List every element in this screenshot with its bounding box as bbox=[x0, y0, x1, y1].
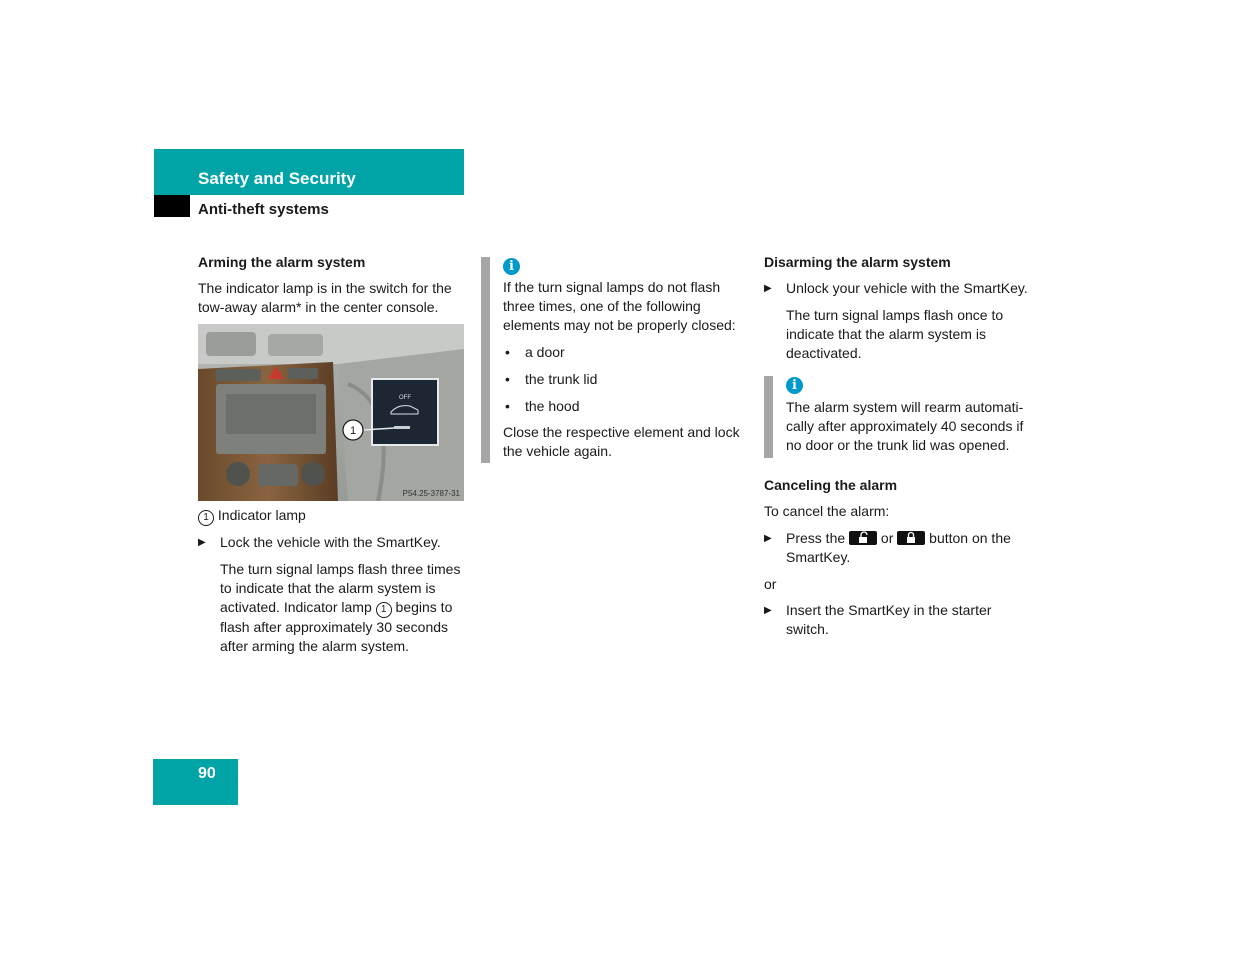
heading-disarming: Disarming the alarm system bbox=[764, 254, 951, 270]
right-info bbox=[786, 375, 1031, 455]
page-number: 90 bbox=[198, 765, 216, 782]
list-item: • the hood bbox=[505, 398, 580, 414]
arming-result-number: 1 bbox=[376, 602, 392, 618]
console-illustration bbox=[198, 324, 464, 501]
info-middle-text: If the turn signal lamps do not flash three times, one of the following elements may not be properly closed: bbox=[503, 279, 736, 333]
subsection-title: Anti-theft systems bbox=[198, 201, 329, 218]
list-item-text: the hood bbox=[525, 398, 580, 414]
legend-text: Indicator lamp bbox=[217, 507, 306, 523]
step-unlock bbox=[764, 279, 1034, 298]
step-press-text-a: Press the bbox=[786, 530, 846, 546]
legend-number: 1 bbox=[198, 510, 214, 526]
info-bar-right bbox=[764, 376, 773, 458]
right-column-lower bbox=[764, 476, 1034, 639]
step-press bbox=[764, 529, 1034, 567]
step-insert-text: Insert the SmartKey in the starter switch. bbox=[786, 602, 992, 637]
list-item-text: a door bbox=[525, 344, 565, 360]
image-code: P54.25-3787-31 bbox=[402, 489, 460, 498]
right-column bbox=[764, 253, 1034, 363]
bullet-triangle-icon: ▶ bbox=[764, 533, 772, 544]
unlock-button-icon bbox=[849, 531, 877, 545]
step-press-text-b: button on the SmartKey. bbox=[786, 530, 1011, 565]
left-column bbox=[198, 253, 464, 317]
arming-result-text-a: The turn signal lamps flash three times to indicate that the alarm system is activated. Indicator lamp bbox=[220, 561, 461, 615]
step-press-or: or bbox=[880, 530, 894, 546]
left-column-lower bbox=[198, 506, 468, 656]
cancel-intro: To cancel the alarm: bbox=[764, 503, 890, 519]
console-image bbox=[198, 324, 464, 501]
list-item-text: the trunk lid bbox=[525, 371, 598, 387]
info-icon: i bbox=[786, 377, 803, 394]
or-separator: or bbox=[764, 576, 777, 592]
switch-off-label: OFF bbox=[399, 395, 411, 401]
arming-result bbox=[198, 560, 468, 656]
step-unlock-text: Unlock your vehicle with the SmartKey. bbox=[786, 280, 1028, 296]
step-lock-text: Lock the vehicle with the SmartKey. bbox=[220, 534, 441, 550]
bullet-triangle-icon: ▶ bbox=[764, 605, 772, 616]
image-callout-1: 1 bbox=[349, 425, 357, 437]
middle-column bbox=[503, 256, 748, 461]
list-item: • a door bbox=[505, 344, 565, 360]
bullet-triangle-icon: ▶ bbox=[198, 537, 206, 548]
bullet-triangle-icon: ▶ bbox=[764, 283, 772, 294]
info-middle-closing: Close the respective element and lock the vehicle again. bbox=[503, 424, 740, 459]
list-item: • the trunk lid bbox=[505, 371, 598, 387]
info-icon: i bbox=[503, 258, 520, 275]
arming-result-text-b: begins to flash after approximately 30 seconds after arming the alarm system. bbox=[220, 599, 453, 654]
lock-button-icon bbox=[897, 531, 925, 545]
section-title: Safety and Security bbox=[198, 169, 356, 188]
subsection-marker bbox=[154, 195, 190, 217]
element-list bbox=[503, 343, 748, 416]
step-insert bbox=[764, 601, 1034, 639]
page-number-box bbox=[153, 759, 238, 805]
legend-row bbox=[198, 506, 468, 526]
info-bar-middle bbox=[481, 257, 490, 463]
heading-arming: Arming the alarm system bbox=[198, 254, 366, 270]
step-lock bbox=[198, 533, 468, 552]
arming-intro: The indicator lamp is in the switch for the tow-away alarm* in the center console. bbox=[198, 280, 452, 315]
heading-canceling: Canceling the alarm bbox=[764, 477, 898, 493]
disarm-result: The turn signal lamps flash once to indicate that the alarm system is deactivated. bbox=[786, 307, 1004, 361]
info-right-text: The alarm system will rearm automati-cally after approximately 40 seconds if no door or the trunk lid was opened. bbox=[786, 399, 1024, 453]
